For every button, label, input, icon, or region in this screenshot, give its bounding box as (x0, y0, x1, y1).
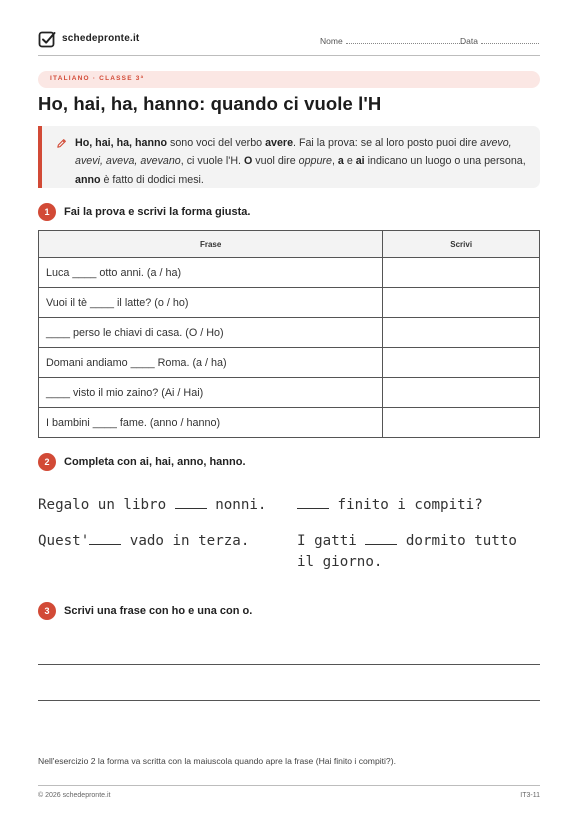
page-title: Ho, hai, ha, hanno: quando ci vuole l'H (38, 93, 382, 114)
section-number: 3 (38, 602, 56, 620)
name-label: Nome (320, 36, 343, 46)
table-row (39, 288, 540, 318)
section-label: Completa con ai, hai, anno, hanno. (64, 456, 246, 468)
sentence-cell: Luca ____ otto anni. (a / ha) (39, 258, 383, 288)
name-field[interactable] (320, 36, 464, 46)
section-label: Scrivi una frase con ho e una con o. (64, 605, 253, 617)
section-number: 1 (38, 203, 56, 221)
exercise-2-sentence: finito i compiti? (297, 495, 540, 516)
table-row (39, 348, 540, 378)
table-row (39, 258, 540, 288)
worksheet-page (38, 0, 540, 819)
answer-cell[interactable] (383, 258, 540, 288)
copyright-text: © 2026 schedepronte.it (38, 792, 111, 799)
subject-label: ITALIANO · CLASSE 3ª (50, 75, 145, 82)
checkbox-check-icon (38, 30, 56, 49)
footnote: Nell'esercizio 2 la forma va scritta con la maiuscola quando apre la frase (Hai finito i compiti?). (38, 756, 396, 766)
table-row (39, 318, 540, 348)
answer-cell[interactable] (383, 318, 540, 348)
writing-line[interactable] (38, 664, 540, 665)
section-number: 2 (38, 453, 56, 471)
rule-text: Ho, hai, ha, hanno sono voci del verbo avere. Fai la prova: se al loro posto puoi dire avevo, avevi, aveva, avevano, ci vuole l'H. O vuol dire oppure, a e ai indicano un luogo o una persona, anno è fatto di dodici mesi. (75, 137, 526, 186)
section-label: Fai la prova e scrivi la forma giusta. (64, 206, 251, 218)
date-dots (481, 36, 539, 44)
answer-cell[interactable] (383, 348, 540, 378)
exercise-2-sentence: Quest' vado in terza. (38, 533, 250, 549)
name-dots (346, 36, 464, 44)
sentence-cell: Domani andiamo ____ Roma. (a / ha) (39, 348, 383, 378)
sentence-cell: Vuoi il tè ____ il latte? (o / ho) (39, 288, 383, 318)
page-footer (38, 785, 540, 799)
column-header-frase: Frase (39, 231, 383, 258)
answer-blank[interactable] (365, 533, 397, 545)
rule-box (38, 126, 540, 188)
brand-name: schedepronte.it (62, 33, 140, 44)
date-field[interactable] (460, 36, 539, 46)
table-row (39, 408, 540, 438)
answer-cell[interactable] (383, 288, 540, 318)
date-label: Data (460, 36, 478, 46)
sentence-cell: ____ visto il mio zaino? (Ai / Hai) (39, 378, 383, 408)
subject-pill (38, 71, 540, 88)
sentence-cell: ____ perso le chiavi di casa. (O / Ho) (39, 318, 383, 348)
worksheet-code: IT3-11 (520, 792, 540, 799)
answer-blank[interactable] (297, 497, 329, 509)
writing-line[interactable] (38, 700, 540, 701)
answer-cell[interactable] (383, 408, 540, 438)
exercise-2-sentence: Regalo un libro nonni. (38, 497, 267, 513)
answer-cell[interactable] (383, 378, 540, 408)
column-header-scrivi: Scrivi (383, 231, 540, 258)
exercise-1-table (38, 230, 540, 438)
table-row (39, 378, 540, 408)
answer-blank[interactable] (89, 533, 121, 545)
exercise-2-sentence: I gatti dormito tutto il giorno. (297, 533, 517, 570)
pencil-icon (56, 138, 67, 149)
page-header (38, 30, 540, 56)
sentence-cell: I bambini ____ fame. (anno / hanno) (39, 408, 383, 438)
answer-blank[interactable] (175, 497, 207, 509)
